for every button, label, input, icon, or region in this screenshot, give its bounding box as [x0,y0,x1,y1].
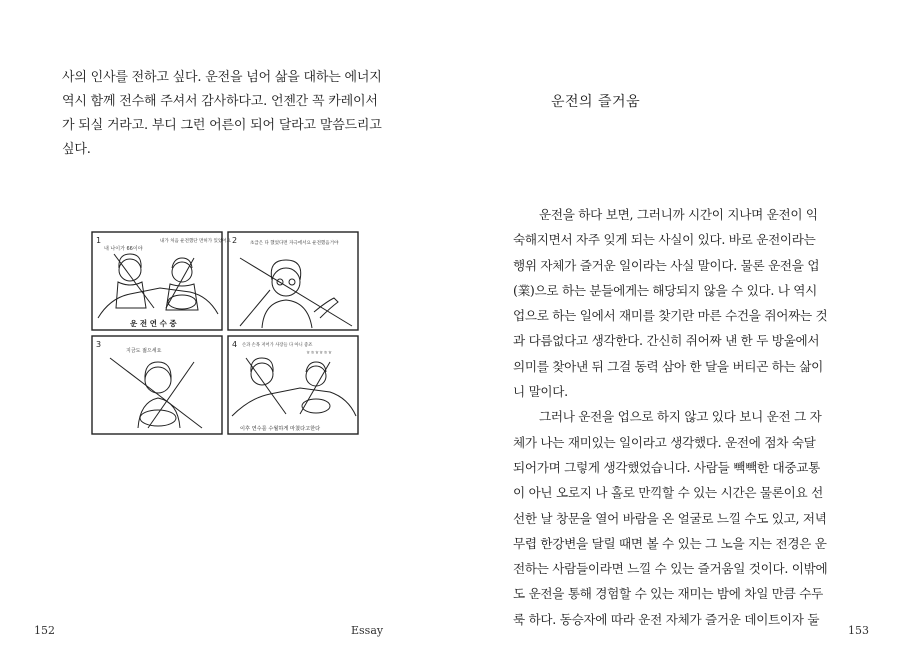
panel-4-number: 4 [232,340,238,349]
panel-4-speech: 손과 손목 저어가 사장들 다 아니 좋죠 [242,343,313,348]
body-line: 그러나 운전을 업으로 하지 않고 있다 보니 운전 그 자 [539,409,822,425]
panel-1-caption: 운 전 연 수 중 [130,319,177,328]
page-number-left: 152 [34,624,55,637]
body-line: 되어가며 그렇게 생각했었습니다. 사람들 빽빽한 대중교통 [513,459,820,475]
panel-2-speech: 초급은 다 했었다면 자극에서요 운전했음거야 [250,241,339,246]
panel-1-number: 1 [96,236,102,245]
body-line: 업으로 하는 일에서 재미를 찾기란 마른 수건을 쥐어짜는 것 [513,308,828,324]
panel-3-number: 3 [96,340,102,349]
body-line: 과 다름없다고 생각한다. 간신히 쥐어짜 낸 한 두 방울에서 [513,333,820,349]
panel-1-speech: 내 나이가 66이야 [104,246,143,252]
body-line: 니 말이다. [513,384,568,400]
body-line: 행위 자체가 즐거운 일이라는 사실 말이다. 물론 운전을 업 [513,257,820,273]
body-line: (業)으로 하는 분들에게는 해당되지 않을 수 있다. 나 역시 [513,282,818,298]
body-line: 체가 나는 재미있는 일이라고 생각했다. 운전에 점차 숙달 [513,434,816,450]
body-line: 이 아닌 오로지 나 홀로 만끽할 수 있는 시간은 물론이요 선 [513,485,823,501]
left-text-line: 역시 함께 전수해 주셔서 감사하다고. 언젠간 꼭 카레이서 [62,94,378,109]
body-line: 의미를 찾아낸 뒤 그걸 동력 삼아 한 달을 버티곤 하는 삶이 [513,358,823,374]
body-line: 무렵 한강변을 달릴 때면 볼 수 있는 그 노을 지는 전경은 운 [513,535,827,551]
body-line: 숙해지면서 자주 잊게 되는 사실이 있다. 바로 운전이라는 [513,232,816,248]
left-text-line: 싶다. [62,142,91,157]
left-text-line: 사의 인사를 전하고 싶다. 운전을 넘어 삶을 대하는 에너지 [62,70,382,85]
panel-1-speech-2: 내가 처음 운전했단 면허가 있었어요 [160,239,231,244]
body-text [513,202,843,632]
chapter-title: 운전의 즐거움 [551,94,641,110]
body-line: 도 운전을 통해 경험할 수 있는 재미는 밤에 차일 만큼 수두 [513,586,823,602]
page-number-right: 153 [848,624,869,637]
body-line: 룩 하다. 동승자에 따라 운전 자체가 즐거운 데이트이자 둘 [513,611,820,627]
body-line: 선한 날 창문을 열어 바람을 온 얼굴로 느낄 수도 있고, 저녁 [513,510,827,526]
running-head: Essay [351,624,384,637]
panel-4-caption: 이후 연수를 수월하게 마쳤다고한다 [240,426,321,432]
left-text-line: 가 되실 거라고. 부디 그런 어른이 되어 달라고 말씀드리고 [62,118,382,133]
panel-2-number: 2 [232,236,238,245]
panel-3-speech: 지금도 젊으세요 [126,348,162,354]
body-line: 운전을 하다 보면, 그러니까 시간이 지나며 운전이 익 [539,207,818,222]
panel-4-speech-2: ㅎㅎㅎㅎㅎㅎ [306,351,333,356]
body-line: 전하는 사람들이라면 느낄 수 있는 즐거움일 것이다. 이밖에 [513,561,828,577]
